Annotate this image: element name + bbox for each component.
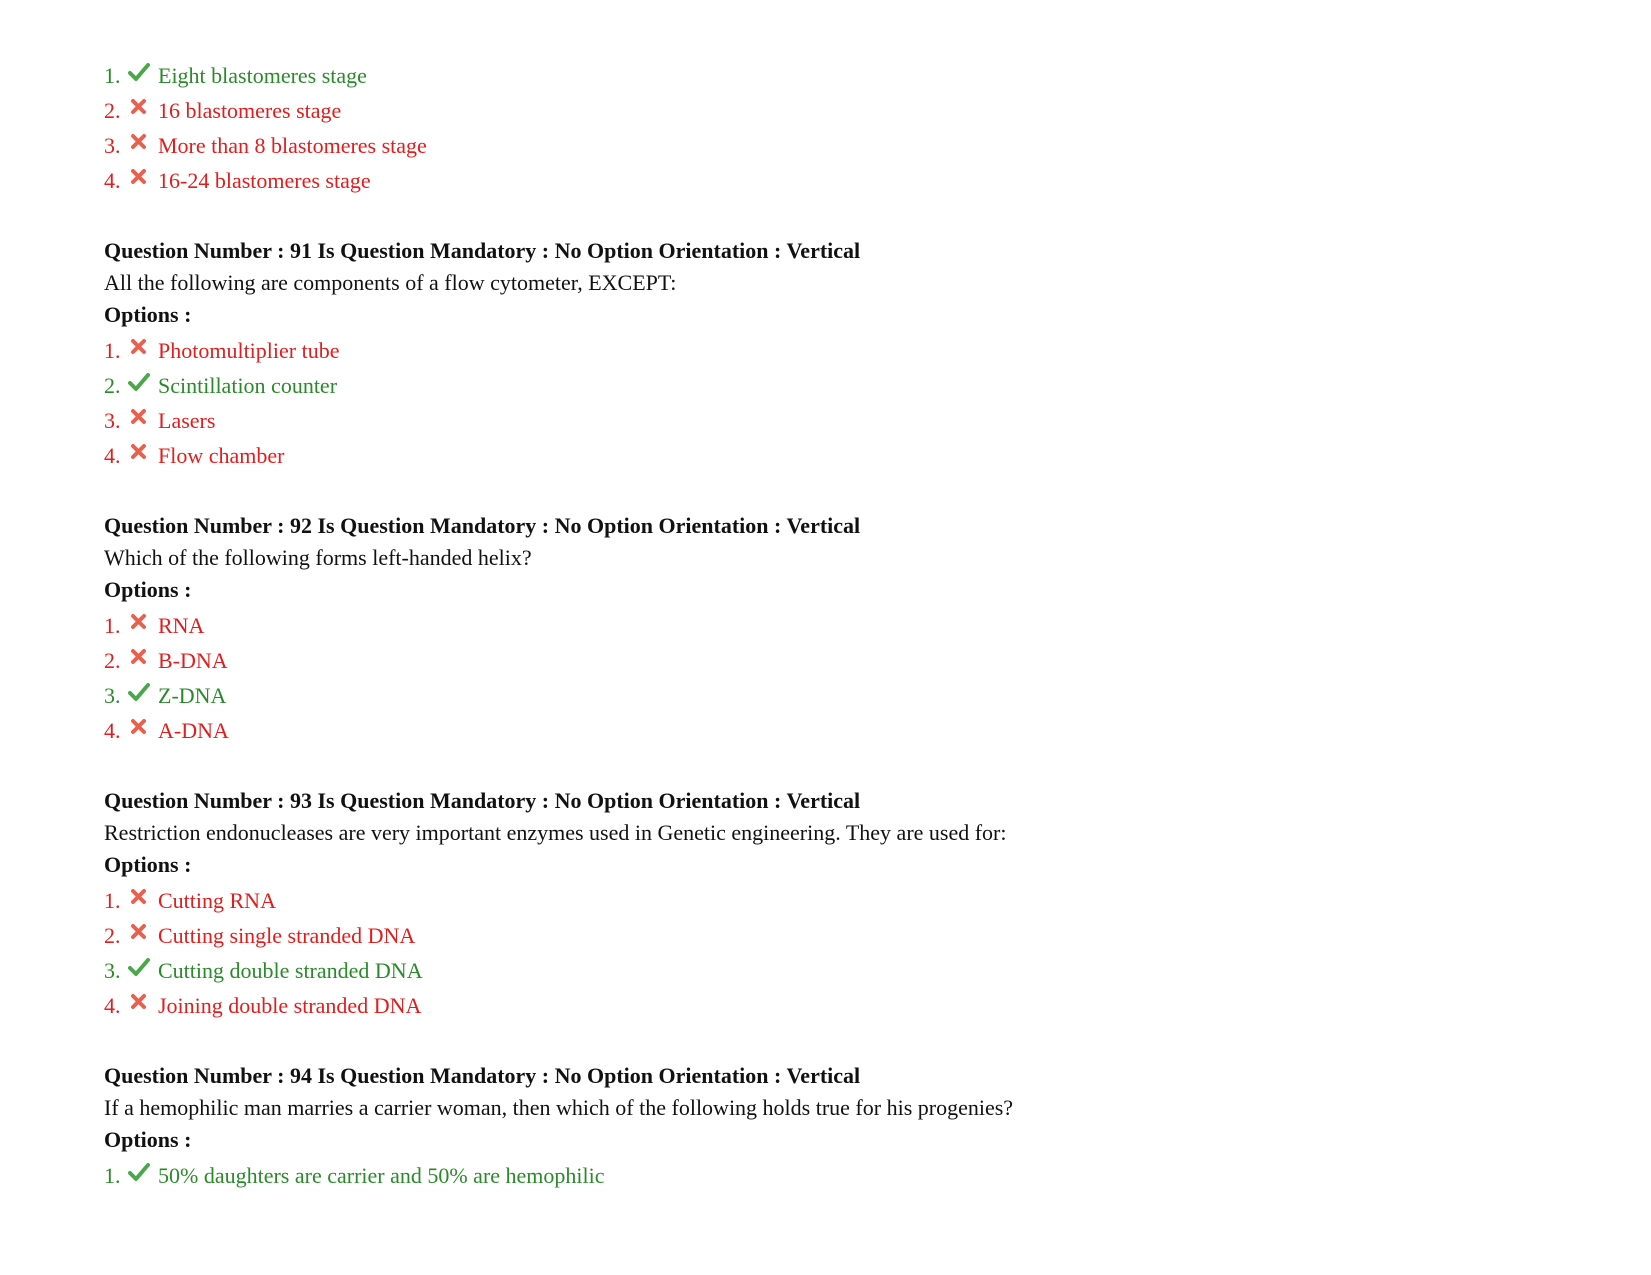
option-text: Cutting RNA	[158, 887, 276, 913]
option-item	[104, 58, 1584, 93]
cross-icon	[128, 612, 150, 632]
option-number: 4.	[104, 992, 121, 1018]
option-text: 16-24 blastomeres stage	[158, 167, 371, 193]
question-text: All the following are components of a flow cytometer, EXCEPT:	[104, 270, 677, 295]
option-item	[104, 953, 1584, 988]
option-item	[104, 163, 1584, 198]
question-block-91	[104, 235, 1584, 473]
option-item	[104, 678, 1584, 713]
cross-icon	[128, 922, 150, 942]
option-text: RNA	[158, 612, 205, 638]
option-number: 2.	[104, 922, 121, 948]
option-number: 1.	[104, 887, 121, 913]
option-number: 4.	[104, 167, 121, 193]
option-text: Flow chamber	[158, 442, 285, 468]
answer-key-page	[104, 58, 1584, 1193]
option-text: Lasers	[158, 407, 216, 433]
question-header: Question Number : 93 Is Question Mandatory : No Option Orientation : Vertical	[104, 788, 861, 813]
option-number: 4.	[104, 717, 121, 743]
option-text: Scintillation counter	[158, 372, 338, 398]
option-number: 4.	[104, 442, 121, 468]
options-list	[104, 608, 1584, 748]
cross-icon	[128, 887, 150, 907]
options-label: Options :	[104, 302, 192, 327]
question-header: Question Number : 94 Is Question Mandatory : No Option Orientation : Vertical	[104, 1063, 861, 1088]
cross-icon	[128, 132, 150, 152]
option-number: 2.	[104, 647, 121, 673]
option-number: 1.	[104, 337, 121, 363]
option-number: 2.	[104, 97, 121, 123]
option-text: Z-DNA	[158, 682, 227, 708]
option-item	[104, 883, 1584, 918]
question-text: Restriction endonucleases are very important enzymes used in Genetic engineering. They are used for:	[104, 820, 1007, 845]
option-item	[104, 1158, 1584, 1193]
option-number: 3.	[104, 682, 121, 708]
options-label: Options :	[104, 852, 192, 877]
leading-options-list	[104, 58, 1584, 198]
option-item	[104, 988, 1584, 1023]
option-text: Eight blastomeres stage	[158, 62, 367, 88]
option-text: Cutting double stranded DNA	[158, 957, 423, 983]
question-header: Question Number : 92 Is Question Mandatory : No Option Orientation : Vertical	[104, 513, 861, 538]
option-text: Cutting single stranded DNA	[158, 922, 416, 948]
check-icon	[128, 957, 150, 977]
option-text: B-DNA	[158, 647, 228, 673]
check-icon	[128, 372, 150, 392]
option-text: 50% daughters are carrier and 50% are hemophilic	[158, 1162, 605, 1188]
question-text: Which of the following forms left-handed helix?	[104, 545, 532, 570]
cross-icon	[128, 442, 150, 462]
question-text: If a hemophilic man marries a carrier woman, then which of the following holds true for his progenies?	[104, 1095, 1014, 1120]
options-label: Options :	[104, 1127, 192, 1152]
option-item	[104, 438, 1584, 473]
option-number: 2.	[104, 372, 121, 398]
option-number: 3.	[104, 407, 121, 433]
option-text: Photomultiplier tube	[158, 337, 340, 363]
option-item	[104, 333, 1584, 368]
question-header: Question Number : 91 Is Question Mandatory : No Option Orientation : Vertical	[104, 238, 861, 263]
option-text: Joining double stranded DNA	[158, 992, 422, 1018]
option-item	[104, 128, 1584, 163]
option-number: 1.	[104, 62, 121, 88]
options-list	[104, 1158, 1584, 1193]
option-item	[104, 713, 1584, 748]
cross-icon	[128, 407, 150, 427]
option-item	[104, 93, 1584, 128]
option-text: More than 8 blastomeres stage	[158, 132, 427, 158]
question-block-93	[104, 785, 1584, 1023]
option-item	[104, 643, 1584, 678]
option-item	[104, 608, 1584, 643]
option-text: 16 blastomeres stage	[158, 97, 342, 123]
cross-icon	[128, 97, 150, 117]
options-list	[104, 883, 1584, 1023]
cross-icon	[128, 992, 150, 1012]
option-number: 3.	[104, 957, 121, 983]
question-block-92	[104, 510, 1584, 748]
option-number: 1.	[104, 1162, 121, 1188]
options-label: Options :	[104, 577, 192, 602]
question-block-94	[104, 1060, 1584, 1193]
option-item	[104, 403, 1584, 438]
cross-icon	[128, 717, 150, 737]
check-icon	[128, 62, 150, 82]
cross-icon	[128, 337, 150, 357]
option-number: 3.	[104, 132, 121, 158]
option-item	[104, 918, 1584, 953]
cross-icon	[128, 647, 150, 667]
option-number: 1.	[104, 612, 121, 638]
check-icon	[128, 1162, 150, 1182]
cross-icon	[128, 167, 150, 187]
options-list	[104, 333, 1584, 473]
check-icon	[128, 682, 150, 702]
option-item	[104, 368, 1584, 403]
option-text: A-DNA	[158, 717, 229, 743]
